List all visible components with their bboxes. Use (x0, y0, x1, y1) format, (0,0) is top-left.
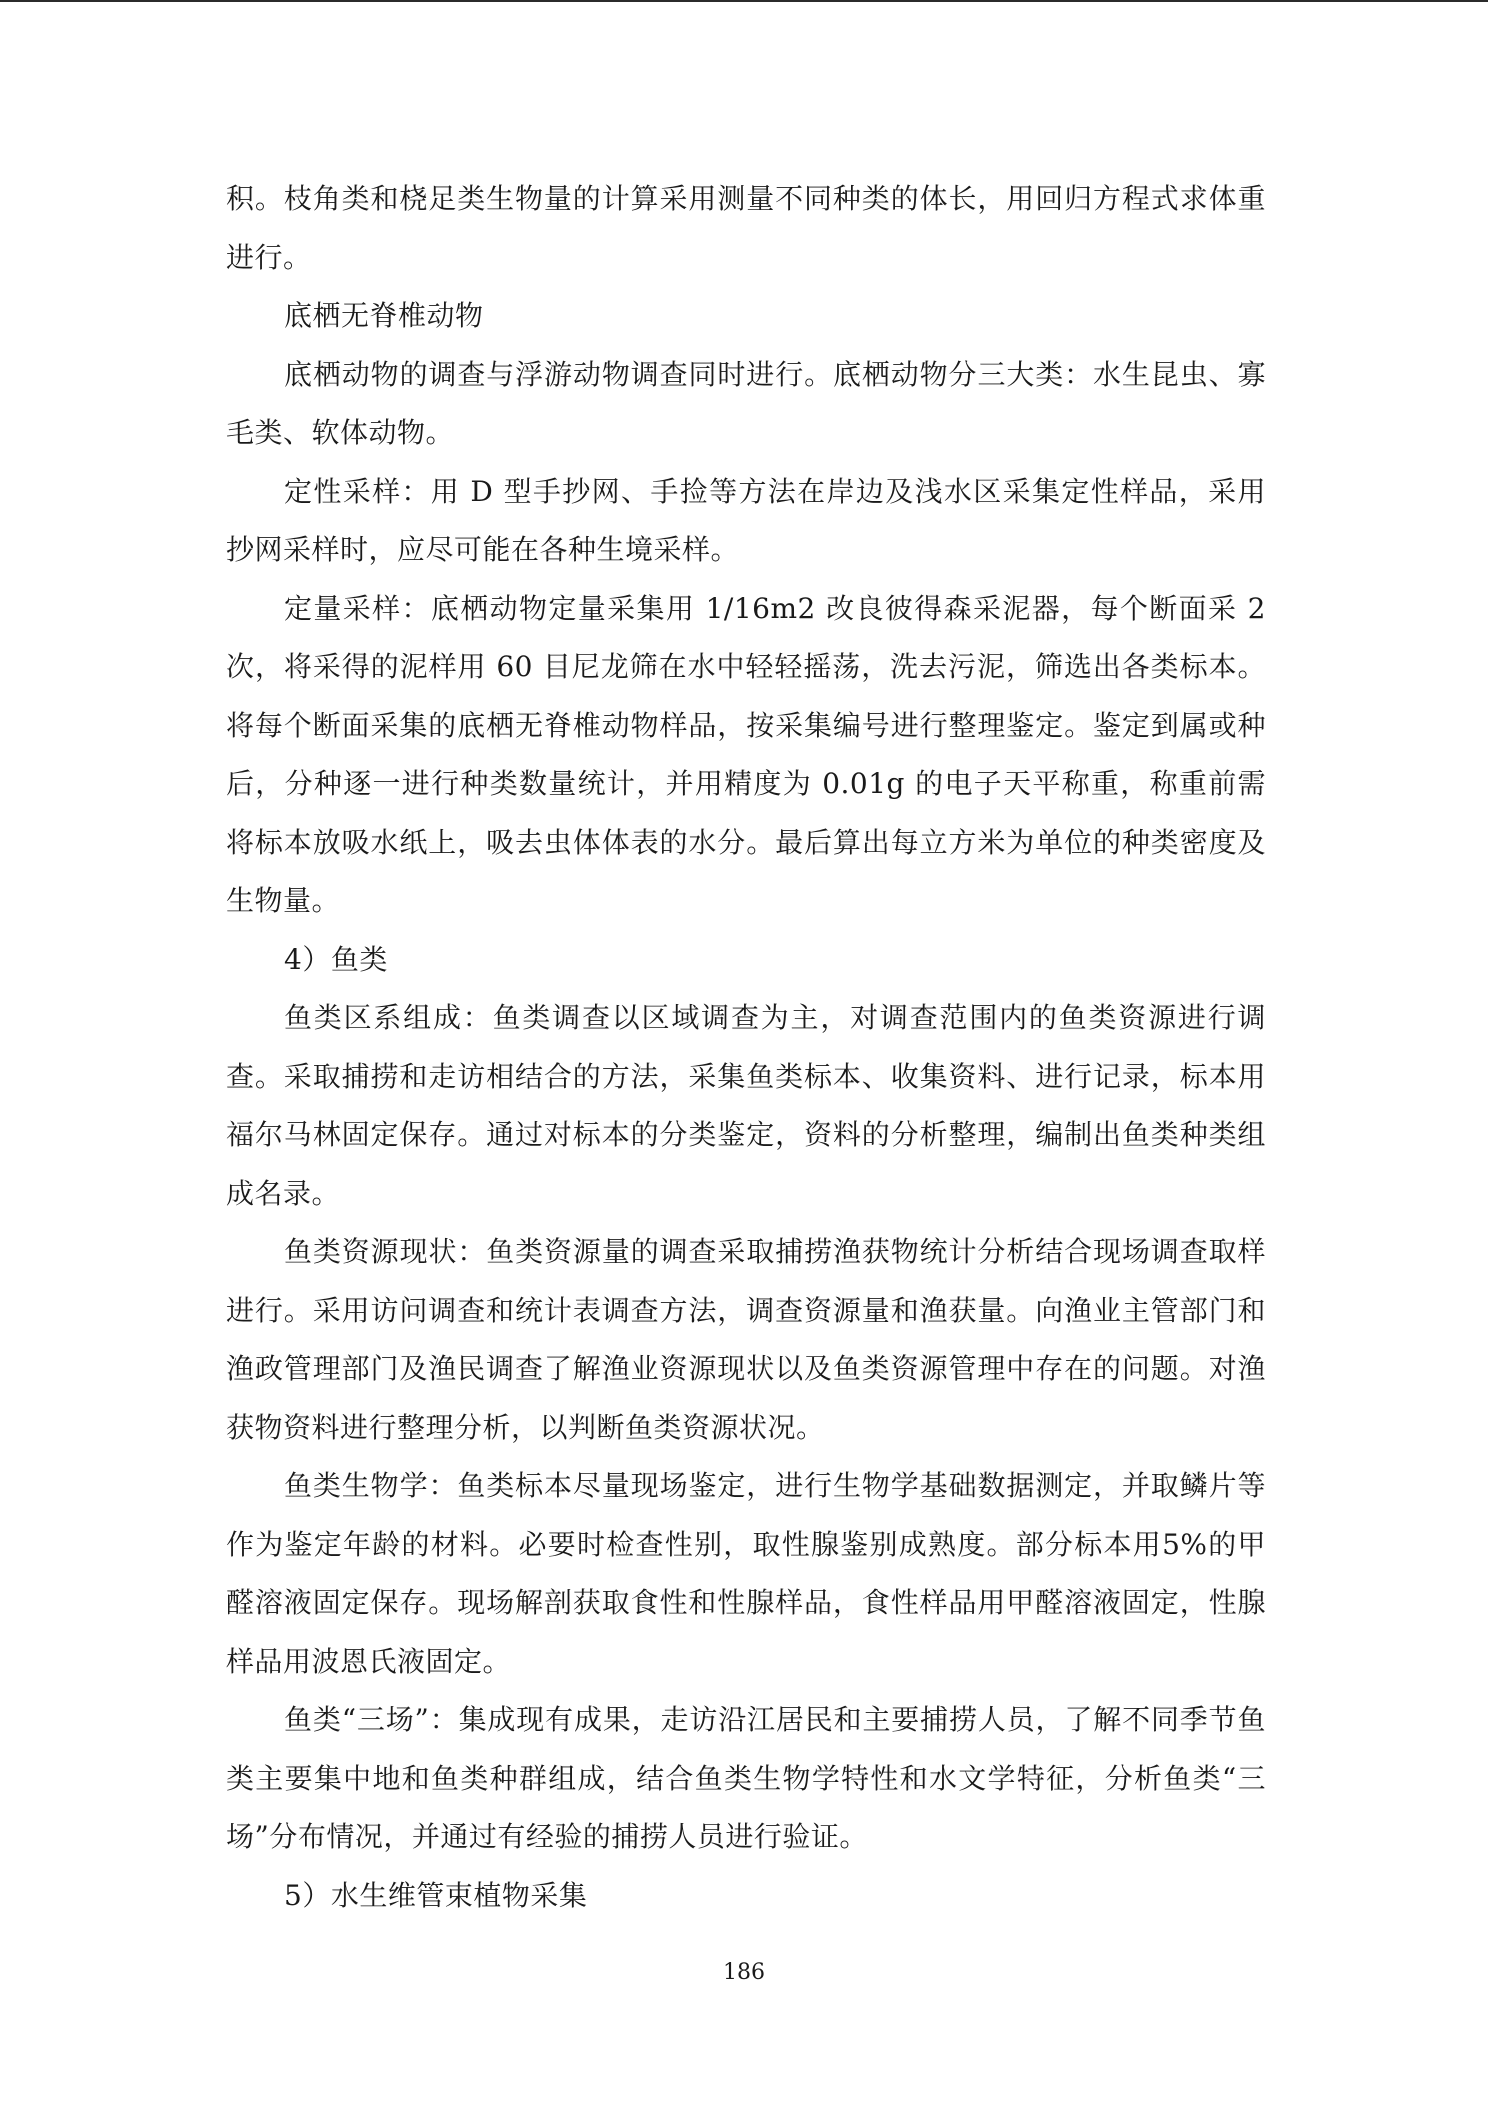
paragraph-quantitative-sampling: 定量采样：底栖动物定量采集用 1/16m2 改良彼得森采泥器，每个断面采 2 次，将采得的泥样用 60 目尼龙筛在水中轻轻摇荡，洗去污泥，筛选出各类标本。将每个断面采集的底栖无脊椎动物样品，按采集编号进行整理鉴定。鉴定到属或种后，分种逐一进行种类数量统计，并用精度为 0.01g 的电子天平称重，称重前需将标本放吸水纸上，吸去虫体体表的水分。最后算出每立方米为单位的种类密度及生物量。 (226, 591, 1266, 917)
heading-benthic-invertebrates: 底栖无脊椎动物 (284, 299, 484, 332)
heading-aquatic-vascular-plants: 5）水生维管束植物采集 (284, 1878, 588, 1912)
heading-fish: 4）鱼类 (284, 942, 388, 976)
paragraph-qualitative-sampling: 定性采样：用 D 型手抄网、手捡等方法在岸边及浅水区采集定性样品，采用抄网采样时，应尽可能在各种生境采样。 (226, 474, 1266, 566)
paragraph-fish-fauna: 鱼类区系组成：鱼类调查以区域调查为主，对调查范围内的鱼类资源进行调查。采取捕捞和走访相结合的方法，采集鱼类标本、收集资料、进行记录，标本用福尔马林固定保存。通过对标本的分类鉴定，资料的分析整理，编制出鱼类种类组成名录。 (226, 1001, 1266, 1210)
paragraph-fish-resources: 鱼类资源现状：鱼类资源量的调查采取捕捞渔获物统计分析结合现场调查取样进行。采用访问调查和统计表调查方法，调查资源量和渔获量。向渔业主管部门和渔政管理部门及渔民调查了解渔业资源现状以及鱼类资源管理中存在的问题。对渔获物资料进行整理分析，以判断鱼类资源状况。 (226, 1235, 1266, 1444)
paragraph-biomass-calc: 积。枝角类和桡足类生物量的计算采用测量不同种类的体长，用回归方程式求体重进行。 (226, 182, 1266, 274)
paragraph-fish-three-grounds: 鱼类“三场”：集成现有成果，走访沿江居民和主要捕捞人员，了解不同季节鱼类主要集中地和鱼类种群组成，结合鱼类生物学特性和水文学特征，分析鱼类“三场”分布情况，并通过有经验的捕捞人员进行验证。 (226, 1703, 1266, 1853)
paragraph-fish-biology: 鱼类生物学：鱼类标本尽量现场鉴定，进行生物学基础数据测定，并取鳞片等作为鉴定年龄的材料。必要时检查性别，取性腺鉴别成熟度。部分标本用5%的甲醛溶液固定保存。现场解剖获取食性和性腺样品，食性样品用甲醛溶液固定，性腺样品用波恩氏液固定。 (226, 1469, 1266, 1678)
page-body (226, 170, 1266, 1925)
top-border-line (0, 0, 1488, 2)
page-number: 186 (723, 1960, 765, 1985)
paragraph-benthic-survey: 底栖动物的调查与浮游动物调查同时进行。底栖动物分三大类：水生昆虫、寡毛类、软体动物。 (226, 357, 1266, 449)
